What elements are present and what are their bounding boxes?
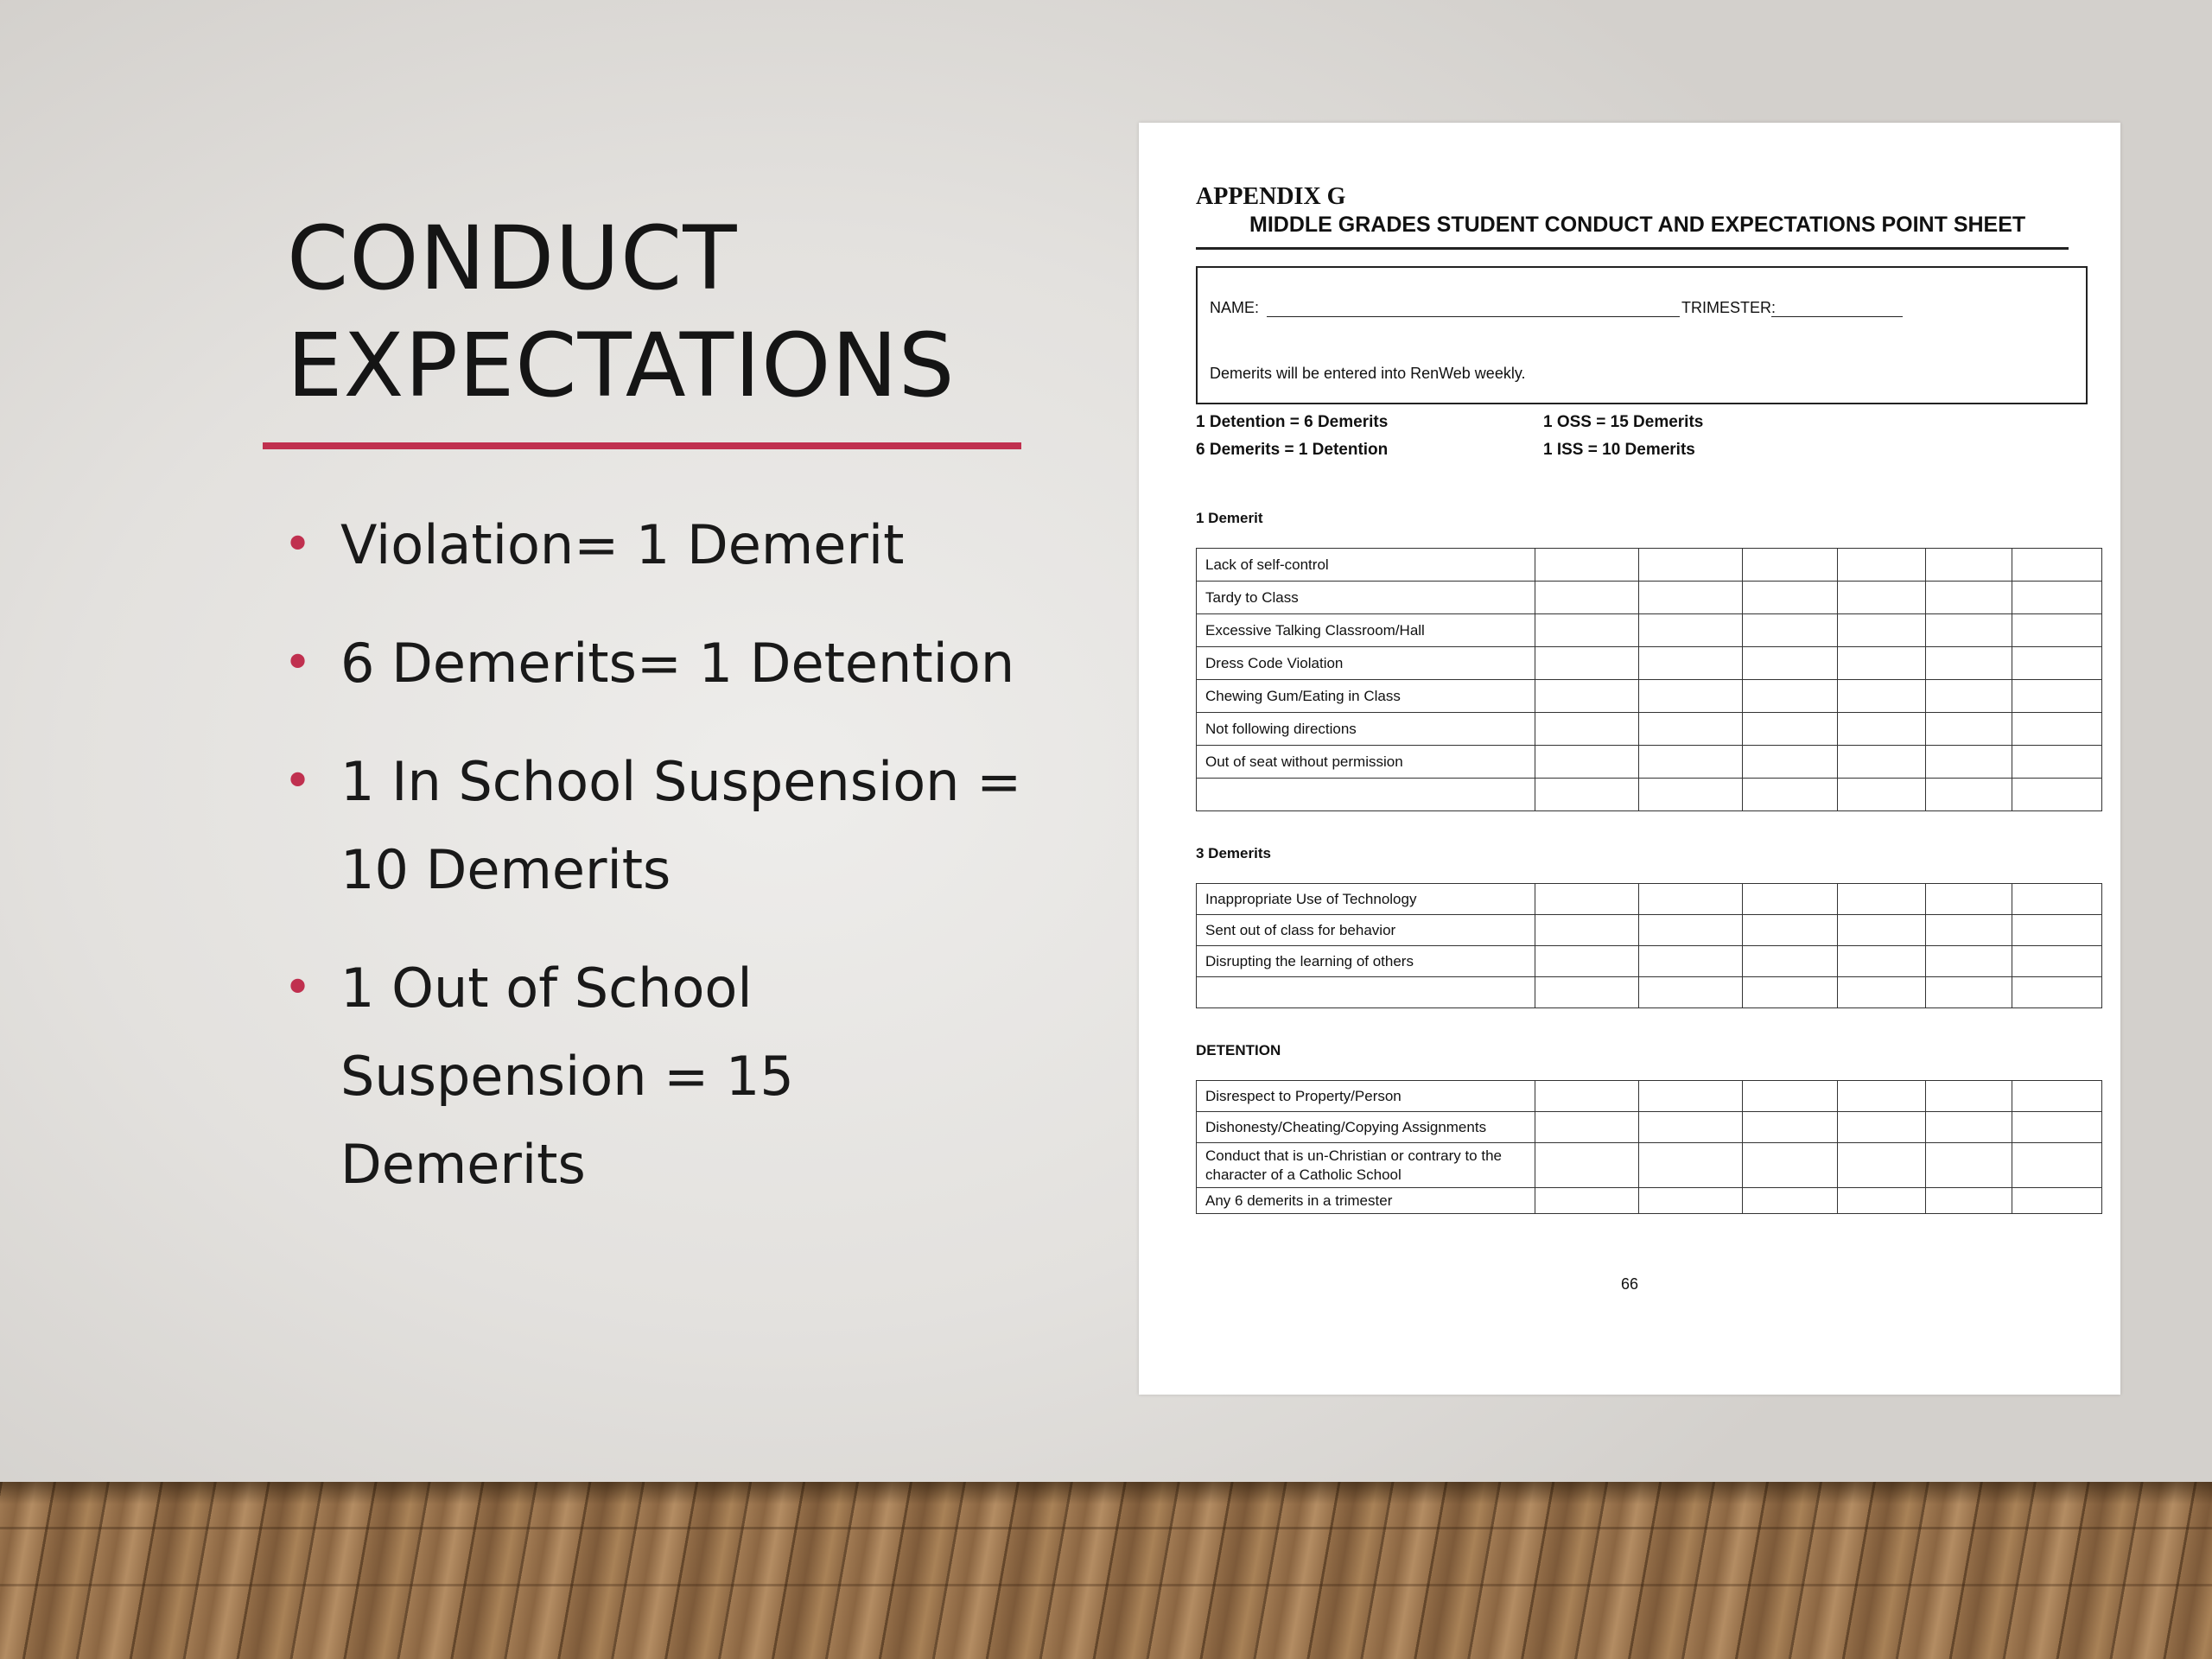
tally-cell — [1838, 614, 1926, 647]
table-row — [1197, 582, 2102, 614]
behavior-label: Sent out of class for behavior — [1197, 915, 1535, 946]
table-row — [1197, 1112, 2102, 1143]
table-row — [1197, 884, 2102, 915]
tally-cell — [1926, 1081, 2012, 1112]
tally-cell — [2012, 946, 2102, 977]
conversion-text: 1 Detention = 6 Demerits — [1196, 413, 1389, 431]
tally-cell — [1639, 884, 1743, 915]
detention-table — [1196, 1080, 2102, 1214]
tally-cell — [1926, 1112, 2012, 1143]
tally-cell — [1838, 746, 1926, 779]
bullet-line: Suspension = 15 — [340, 1045, 794, 1108]
tally-cell — [1535, 1081, 1639, 1112]
conversion-text: 1 ISS = 10 Demerits — [1543, 441, 1695, 459]
conversion-text: 6 Demerits = 1 Detention — [1196, 441, 1389, 459]
tally-cell — [1838, 549, 1926, 582]
tally-cell — [2012, 549, 2102, 582]
tally-cell — [1535, 1112, 1639, 1143]
conversion-text: 1 OSS = 15 Demerits — [1543, 413, 1704, 431]
behavior-label: Excessive Talking Classroom/Hall — [1197, 614, 1535, 647]
tally-cell — [2012, 746, 2102, 779]
behavior-label — [1197, 977, 1535, 1008]
tally-cell — [1639, 1081, 1743, 1112]
bullet-line: • 1 Out of School — [340, 957, 753, 1020]
tally-cell — [1743, 1143, 1838, 1188]
tally-cell — [1743, 977, 1838, 1008]
tally-cell — [1639, 549, 1743, 582]
tally-cell — [1838, 1143, 1926, 1188]
wood-floor — [0, 1482, 2212, 1659]
behavior-label: Dishonesty/Cheating/Copying Assignments — [1197, 1112, 1535, 1143]
demerit-table — [1196, 548, 2102, 811]
tally-cell — [1838, 713, 1926, 746]
tally-cell — [1639, 713, 1743, 746]
trimester-line — [1771, 316, 1903, 317]
tally-cell — [1926, 582, 2012, 614]
tally-cell — [1639, 647, 1743, 680]
table-row — [1197, 1143, 2102, 1188]
tally-cell — [1743, 946, 1838, 977]
tally-cell — [1535, 647, 1639, 680]
tally-cell — [1743, 582, 1838, 614]
tally-cell — [1838, 779, 1926, 811]
trimester-label: TRIMESTER: — [1681, 299, 1777, 316]
tally-cell — [1926, 647, 2012, 680]
tally-cell — [1838, 1081, 1926, 1112]
table-row — [1197, 746, 2102, 779]
tally-cell — [1926, 614, 2012, 647]
tally-cell — [1535, 884, 1639, 915]
behavior-label: Out of seat without permission — [1197, 746, 1535, 779]
section-heading: 3 Demerits — [1196, 845, 1271, 861]
behavior-label: Dress Code Violation — [1197, 647, 1535, 680]
tally-cell — [1639, 946, 1743, 977]
table-row — [1197, 549, 2102, 582]
table-row — [1197, 647, 2102, 680]
behavior-label: Disrupting the learning of others — [1197, 946, 1535, 977]
table-row — [1197, 946, 2102, 977]
tally-cell — [1926, 1188, 2012, 1214]
title-divider — [263, 442, 1021, 449]
behavior-label: Inappropriate Use of Technology — [1197, 884, 1535, 915]
tally-cell — [1838, 680, 1926, 713]
slide-title — [287, 206, 955, 420]
tally-cell — [1743, 680, 1838, 713]
tally-cell — [1926, 915, 2012, 946]
tally-cell — [2012, 680, 2102, 713]
bullet-item — [283, 501, 1027, 589]
bullet-line: • 1 In School Suspension = — [340, 750, 1022, 813]
tally-cell — [1743, 779, 1838, 811]
tally-cell — [1838, 1188, 1926, 1214]
tally-cell — [1535, 549, 1639, 582]
tally-cell — [1535, 977, 1639, 1008]
tally-cell — [1838, 647, 1926, 680]
title-line: EXPECTATIONS — [287, 315, 956, 417]
tally-cell — [1639, 614, 1743, 647]
table-row — [1197, 1188, 2102, 1214]
tally-cell — [2012, 614, 2102, 647]
tally-cell — [1838, 582, 1926, 614]
tally-cell — [1926, 884, 2012, 915]
tally-cell — [1926, 680, 2012, 713]
tally-cell — [2012, 1112, 2102, 1143]
tally-cell — [1535, 779, 1639, 811]
tally-cell — [1926, 946, 2012, 977]
tally-cell — [1926, 977, 2012, 1008]
tally-cell — [1535, 946, 1639, 977]
table-row — [1197, 713, 2102, 746]
tally-cell — [1838, 946, 1926, 977]
point-sheet-document — [1139, 123, 2120, 1395]
student-info-box — [1196, 266, 2088, 404]
name-label: NAME: — [1210, 299, 1260, 316]
tally-cell — [2012, 977, 2102, 1008]
tally-cell — [1743, 915, 1838, 946]
table-row — [1197, 680, 2102, 713]
tally-cell — [1838, 1112, 1926, 1143]
tally-cell — [1926, 779, 2012, 811]
bullet-list — [283, 501, 1027, 1239]
title-line: CONDUCT — [287, 207, 738, 310]
document-subtitle: MIDDLE GRADES STUDENT CONDUCT AND EXPECTATIONS POINT SHEET — [1249, 213, 2026, 237]
table-row — [1197, 779, 2102, 811]
bullet-item — [283, 944, 1027, 1209]
tally-cell — [1743, 884, 1838, 915]
behavior-label: Disrespect to Property/Person — [1197, 1081, 1535, 1112]
behavior-label: Not following directions — [1197, 713, 1535, 746]
bullet-line: • 6 Demerits= 1 Detention — [340, 632, 1015, 695]
tally-cell — [1535, 1188, 1639, 1214]
tally-cell — [1639, 746, 1743, 779]
tally-cell — [1743, 1112, 1838, 1143]
behavior-label: Any 6 demerits in a trimester — [1197, 1188, 1535, 1214]
table-row — [1197, 1081, 2102, 1112]
tally-cell — [1926, 746, 2012, 779]
three-demerit-table — [1196, 883, 2102, 1008]
tally-cell — [2012, 1081, 2102, 1112]
table-row — [1197, 614, 2102, 647]
tally-cell — [1838, 915, 1926, 946]
tally-cell — [1743, 1188, 1838, 1214]
tally-cell — [1743, 549, 1838, 582]
tally-cell — [1535, 746, 1639, 779]
tally-cell — [1838, 977, 1926, 1008]
section-heading: 1 Demerit — [1196, 510, 1263, 526]
tally-cell — [1743, 647, 1838, 680]
tally-cell — [1639, 1143, 1743, 1188]
section-heading: DETENTION — [1196, 1042, 1281, 1058]
tally-cell — [1926, 1143, 2012, 1188]
table-row — [1197, 915, 2102, 946]
tally-cell — [1535, 915, 1639, 946]
behavior-label: Chewing Gum/Eating in Class — [1197, 680, 1535, 713]
tally-cell — [1535, 1143, 1639, 1188]
tally-cell — [1535, 614, 1639, 647]
tally-cell — [1639, 1112, 1743, 1143]
bullet-item — [283, 738, 1027, 914]
tally-cell — [2012, 713, 2102, 746]
tally-cell — [2012, 915, 2102, 946]
behavior-label: Tardy to Class — [1197, 582, 1535, 614]
tally-cell — [1926, 549, 2012, 582]
bullet-item — [283, 620, 1027, 708]
tally-cell — [1639, 977, 1743, 1008]
page-number: 66 — [1621, 1275, 1639, 1293]
tally-cell — [1535, 713, 1639, 746]
behavior-label: Lack of self-control — [1197, 549, 1535, 582]
tally-cell — [1743, 746, 1838, 779]
tally-cell — [1535, 582, 1639, 614]
behavior-label — [1197, 779, 1535, 811]
tally-cell — [1639, 1188, 1743, 1214]
tally-cell — [2012, 884, 2102, 915]
tally-cell — [1639, 582, 1743, 614]
table-row — [1197, 977, 2102, 1008]
tally-cell — [1743, 1081, 1838, 1112]
tally-cell — [2012, 582, 2102, 614]
tally-cell — [1535, 680, 1639, 713]
tally-cell — [2012, 647, 2102, 680]
tally-cell — [2012, 1143, 2102, 1188]
tally-cell — [1926, 713, 2012, 746]
bullet-line: • Violation= 1 Demerit — [340, 513, 905, 576]
entry-note: Demerits will be entered into RenWeb weekly. — [1210, 365, 1526, 382]
tally-cell — [1639, 680, 1743, 713]
header-rule — [1196, 247, 2069, 250]
tally-cell — [2012, 779, 2102, 811]
tally-cell — [1743, 614, 1838, 647]
tally-cell — [2012, 1188, 2102, 1214]
tally-cell — [1639, 915, 1743, 946]
behavior-label: Conduct that is un-Christian or contrary to the character of a Catholic School — [1197, 1143, 1535, 1188]
name-line — [1267, 316, 1680, 317]
tally-cell — [1838, 884, 1926, 915]
bullet-line: 10 Demerits — [340, 838, 671, 901]
bullet-line: Demerits — [340, 1133, 586, 1196]
appendix-label: APPENDIX G — [1196, 183, 1346, 210]
tally-cell — [1743, 713, 1838, 746]
tally-cell — [1639, 779, 1743, 811]
